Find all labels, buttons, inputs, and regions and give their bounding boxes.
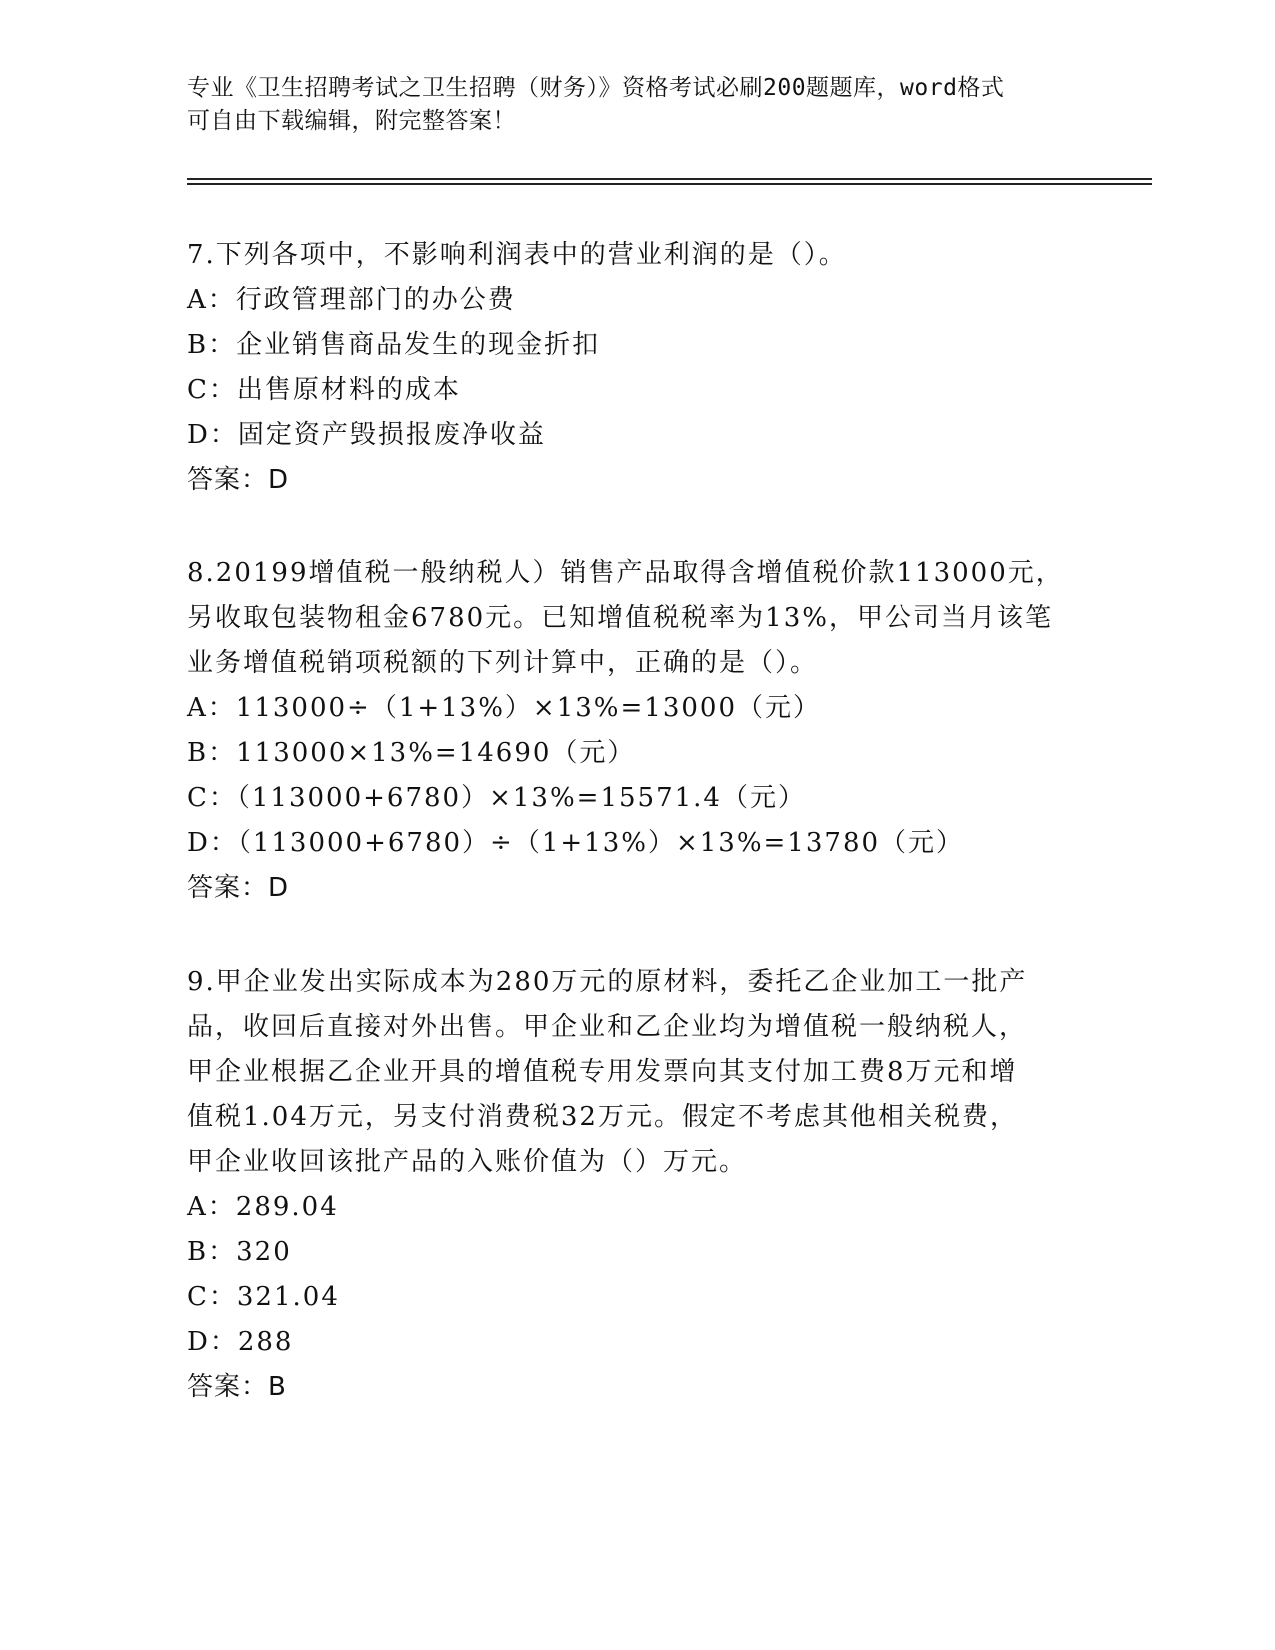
option-a: A：113000÷（1+13%）×13%=13000（元） (187, 693, 821, 723)
question-9 (187, 960, 1087, 1410)
option-b: B：320 (187, 1237, 292, 1267)
option-c: C：出售原材料的成本 (187, 375, 461, 405)
question-stem: 甲企业根据乙企业开具的增值税专用发票向其支付加工费8万元和增 (187, 1057, 1018, 1087)
question-stem: 9.甲企业发出实际成本为280万元的原材料，委托乙企业加工一批产 (187, 967, 1028, 997)
answer-line: 答案：D (187, 465, 290, 495)
option-d: D：（113000+6780）÷（1+13%）×13%=13780（元） (187, 828, 965, 858)
question-stem: 品，收回后直接对外出售。甲企业和乙企业均为增值税一般纳税人， (187, 1012, 1028, 1042)
option-d: D：固定资产毁损报废净收益 (187, 420, 546, 450)
answer-line: 答案：B (187, 1372, 287, 1402)
question-stem: 7.下列各项中，不影响利润表中的营业利润的是（）。 (187, 240, 847, 270)
question-stem: 值税1.04万元，另支付消费税32万元。假定不考虑其他相关税费， (187, 1102, 1018, 1132)
question-7 (187, 233, 1087, 503)
header-line: 专业《卫生招聘考试之卫生招聘（财务）》资格考试必刷200题题库，word格式 (187, 75, 1005, 101)
option-b: B：企业销售商品发生的现金折扣 (187, 330, 601, 360)
header-line: 可自由下载编辑，附完整答案！ (187, 108, 516, 134)
header-divider (187, 178, 1152, 180)
document-header (187, 72, 1067, 138)
question-stem: 8.20199增值税一般纳税人）销售产品取得含增值税价款113000元， (187, 558, 1064, 588)
option-a: A：行政管理部门的办公费 (187, 285, 516, 315)
option-c: C：321.04 (187, 1282, 340, 1312)
option-c: C：（113000+6780）×13%=15571.4（元） (187, 783, 806, 813)
question-stem: 另收取包装物租金6780元。已知增值税税率为13%，甲公司当月该笔 (187, 603, 1053, 633)
answer-line: 答案：D (187, 873, 290, 903)
question-8 (187, 551, 1087, 911)
header-divider (187, 183, 1152, 185)
question-stem: 甲企业收回该批产品的入账价值为（）万元。 (187, 1147, 748, 1177)
question-stem: 业务增值税销项税额的下列计算中，正确的是（）。 (187, 648, 819, 678)
option-a: A：289.04 (187, 1192, 339, 1222)
option-d: D：288 (187, 1327, 294, 1357)
option-b: B：113000×13%=14690（元） (187, 738, 636, 768)
